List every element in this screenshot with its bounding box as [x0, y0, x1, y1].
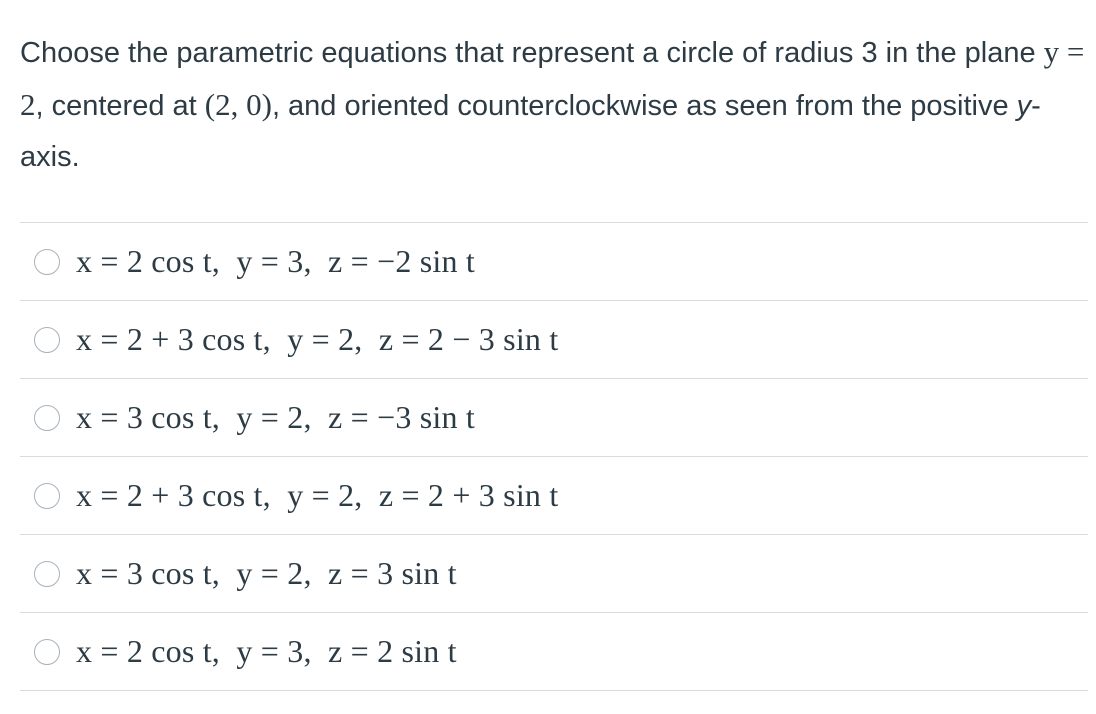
question-math-plane: y = 2	[20, 34, 1085, 122]
answer-list	[20, 222, 1088, 691]
answer-label: x = 2 cos t, y = 3, z = −2 sin t	[76, 243, 475, 279]
answer-option-1[interactable]	[20, 223, 1088, 301]
answer-option-4[interactable]	[20, 457, 1088, 535]
answer-label: x = 3 cos t, y = 2, z = 3 sin t	[76, 555, 457, 591]
answer-option-6[interactable]	[20, 613, 1088, 691]
radio-button[interactable]	[34, 483, 60, 509]
radio-button[interactable]	[34, 405, 60, 431]
answer-label: x = 2 + 3 cos t, y = 2, z = 2 + 3 sin t	[76, 477, 559, 513]
answer-option-5[interactable]	[20, 535, 1088, 613]
answer-label: x = 3 cos t, y = 2, z = −3 sin t	[76, 399, 475, 435]
answer-label: x = 2 cos t, y = 3, z = 2 sin t	[76, 633, 457, 669]
radio-button[interactable]	[34, 561, 60, 587]
question-text	[20, 26, 1090, 183]
question-text-part-2: , centered at	[35, 90, 205, 122]
radio-button[interactable]	[34, 327, 60, 353]
answer-option-3[interactable]	[20, 379, 1088, 457]
question-text-part-1: Choose the parametric equations that represent a circle of radius 3 in the plane	[20, 37, 1044, 69]
question-text-part-3: , and oriented counterclockwise as seen from the positive	[271, 90, 1017, 122]
radio-button[interactable]	[34, 639, 60, 665]
question-text-part-4: -axis.	[20, 90, 1041, 173]
question-math-center: (2, 0)	[204, 87, 272, 122]
answer-label: x = 2 + 3 cos t, y = 2, z = 2 − 3 sin t	[76, 321, 559, 357]
question-italic-y: y	[1016, 90, 1032, 122]
answer-option-2[interactable]	[20, 301, 1088, 379]
radio-button[interactable]	[34, 249, 60, 275]
